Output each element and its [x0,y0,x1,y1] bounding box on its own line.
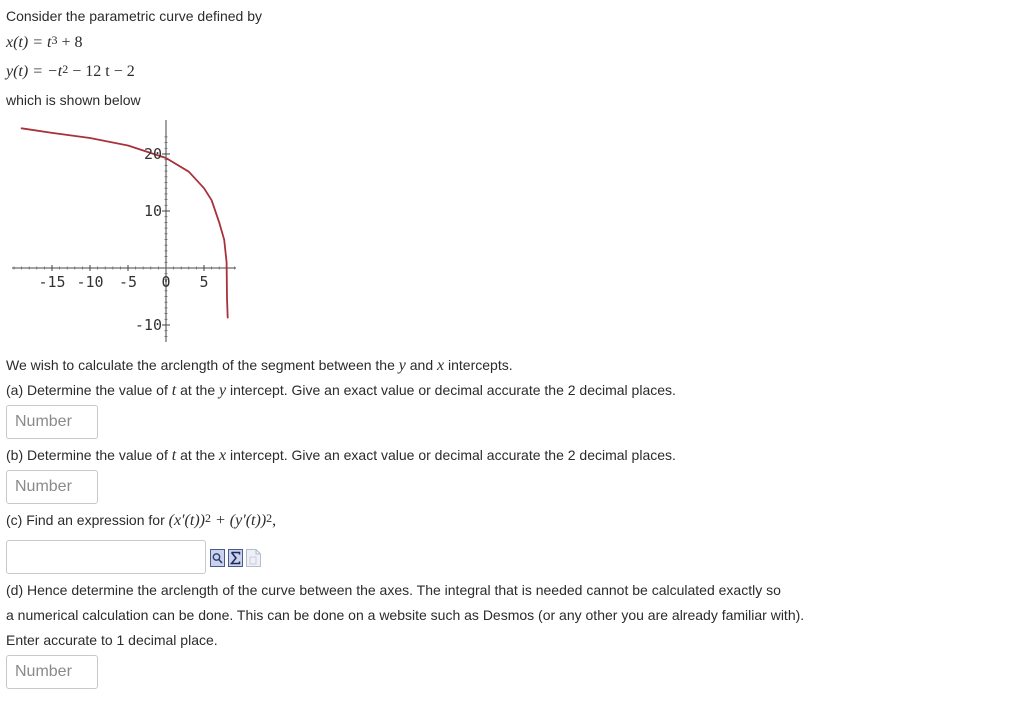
x-equation-lhs: x(t) = [6,34,43,51]
answer-c-input[interactable] [6,540,206,574]
x-derivative-exponent: 2 [204,511,211,525]
x-equation [6,34,82,52]
x-variable: x [219,447,227,464]
intercepts-text: intercepts. [448,357,513,373]
plot-tick-labels [38,145,208,334]
x-derivative-term: (x′(t)) [168,512,205,529]
question-d-line-1: (d) Hence determine the arclength of the curve between the axes. The integral that is needed cannot be calculated exactly so [6,582,781,598]
plot-axes [12,120,236,342]
expression-comma: , [272,512,277,529]
t-variable: t [171,382,177,399]
y-tick-label: -10 [134,316,162,334]
answer-d-input[interactable] [6,655,98,689]
arclength-intro [6,357,513,375]
x-tick-label: 0 [161,273,171,291]
x-tick-label: -15 [38,273,66,291]
question-b-instruction: intercept. Give an exact value or decimal accurate the 2 decimal places. [230,447,676,463]
x-variable: x [437,357,445,374]
question-b [6,447,676,465]
y-derivative-term: + (y′(t)) [214,512,267,529]
y-equation-base: −t [47,63,63,80]
answer-b-input[interactable] [6,470,98,504]
parametric-curve-plot [0,110,250,350]
y-tick-label: 20 [143,145,162,163]
y-equation-exponent: 2 [62,62,69,76]
question-a-instruction: intercept. Give an exact value or decimal accurate the 2 decimal places. [230,382,676,398]
y-equation [6,63,135,81]
question-c-text: (c) Find an expression for [6,512,165,528]
question-d-line-3: Enter accurate to 1 decimal place. [6,632,218,648]
x-equation-base: t [47,34,52,51]
y-equation-rest: − 12 t − 2 [72,63,135,80]
question-b-text: (b) Determine the value of [6,447,168,463]
question-a [6,382,676,400]
arclength-intro-text: We wish to calculate the arclength of the segment between the [6,357,395,373]
t-variable: t [171,447,177,464]
answer-a-input[interactable] [6,405,98,439]
y-derivative-exponent: 2 [266,511,273,525]
sigma-icon[interactable] [228,549,243,567]
question-c [6,512,276,530]
x-tick-label: -10 [76,273,104,291]
x-tick-label: 5 [199,273,209,291]
question-d-line-2: a numerical calculation can be done. This can be done on a website such as Desmos (or any other you are already familiar with). [6,607,805,623]
y-equation-lhs: y(t) = [6,63,43,80]
and-text: and [409,357,434,373]
question-b-at-the: at the [180,447,216,463]
x-equation-rest: + 8 [61,34,83,51]
question-a-at-the: at the [180,382,216,398]
y-variable: y [398,357,406,374]
intro-text: Consider the parametric curve defined by [6,8,263,24]
x-tick-label: -5 [118,273,138,291]
derivative-expression [169,512,277,529]
question-a-text: (a) Determine the value of [6,382,168,398]
preview-icon[interactable] [210,549,225,567]
help-doc-icon[interactable] [246,549,261,567]
shown-below-text: which is shown below [6,92,141,108]
y-variable: y [219,382,227,399]
y-tick-label: 10 [143,202,162,220]
x-equation-exponent: 3 [51,33,58,47]
